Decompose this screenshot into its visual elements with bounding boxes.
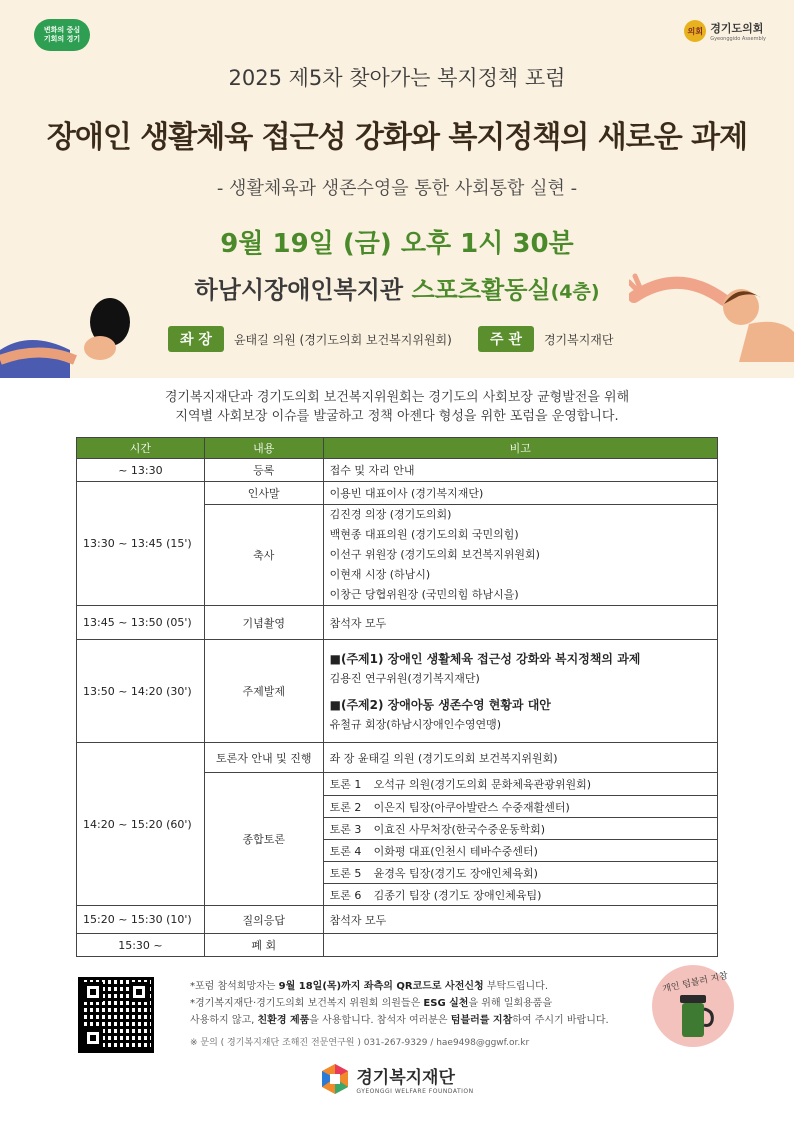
- discussant-name: 이화평 대표(인천시 테바수중센터): [373, 844, 538, 858]
- table-header-row: [77, 438, 718, 459]
- intro-line-2: 지역별 사회보장 이슈를 발굴하고 정책 아젠다 형성을 위한 포럼을 운영합니다.: [175, 409, 619, 424]
- note-cell: [323, 796, 717, 818]
- congrats-speaker: 백현종 대표의원 (경기도의회 국민의힘): [329, 528, 519, 541]
- content-cell: 인사말: [204, 482, 323, 505]
- hero-banner: [0, 0, 794, 378]
- discussant-number: 토론 2: [329, 800, 362, 814]
- time-cell: 13:30 ~ 13:45 (15'): [77, 482, 205, 606]
- venue-floor: (4층): [550, 281, 600, 303]
- discussant-number: 토론 4: [329, 844, 362, 858]
- notes-block: [190, 978, 650, 1052]
- discussant-number: 토론 3: [329, 822, 362, 836]
- time-cell: 13:50 ~ 14:20 (30'): [77, 640, 205, 743]
- note-cell: [323, 862, 717, 884]
- congrats-speaker: 이선구 위원장 (경기도의회 보건복지위원회): [329, 548, 540, 561]
- note-cell: 접수 및 자리 안내: [323, 459, 717, 482]
- table-row: [77, 459, 718, 482]
- topic-2: ■(주제2) 장애아동 생존수영 현황과 대안: [329, 698, 551, 712]
- content-cell: 축사: [204, 505, 323, 606]
- time-cell: 15:20 ~ 15:30 (10'): [77, 906, 205, 934]
- note-cell: 좌 장 윤태길 의원 (경기도의회 보건복지위원회): [323, 743, 717, 773]
- content-cell: 질의응답: [204, 906, 323, 934]
- discussant-number: 토론 1: [329, 778, 362, 791]
- assembly-logo: [684, 20, 766, 42]
- note-cell: [323, 840, 717, 862]
- discussant-number: 토론 6: [329, 888, 362, 902]
- tumbler-label: 개인 텀블러 지참: [661, 971, 729, 995]
- table-row: [77, 606, 718, 640]
- assembly-name: 경기도의회: [710, 22, 764, 35]
- discussant-name: 윤경옥 팀장(경기도 장애인체육회): [373, 866, 538, 880]
- intro-text: [0, 388, 794, 426]
- discussant-name: 김종기 팀장 (경기도 장애인체육팀): [373, 888, 542, 902]
- note-cell: [323, 640, 717, 743]
- forum-series-title: 2025 제5차 찾아가는 복지정책 포럼: [228, 66, 566, 90]
- content-cell: 종합토론: [204, 773, 323, 906]
- host-row: [478, 326, 614, 352]
- sub-theme: - 생활체육과 생존수영을 통한 사회통합 실현 -: [216, 178, 578, 199]
- presenter-1: 김용진 연구위원(경기복지재단): [329, 672, 480, 685]
- note-cell: [323, 773, 717, 796]
- badge-line-1: 변화의 중심: [43, 26, 81, 34]
- topic-1: ■(주제1) 장애인 생활체육 접근성 강화와 복지정책의 과제: [329, 652, 641, 666]
- content-cell: 폐 회: [204, 934, 323, 957]
- discussant-number: 토론 5: [329, 866, 362, 880]
- venue-room: 스포츠활동실: [411, 276, 551, 304]
- chair-label: 좌 장: [168, 326, 224, 352]
- badge-line-2: 기회의 경기: [43, 35, 81, 43]
- chair-row: [168, 326, 452, 352]
- gyeonggi-slogan-badge: [34, 19, 90, 51]
- intro-line-1: 경기복지재단과 경기도의회 보건복지위원회는 경기도의 사회보장 균형발전을 위해: [164, 390, 630, 405]
- table-row: [77, 482, 718, 505]
- registration-qr-code[interactable]: [78, 977, 154, 1053]
- assembly-seal-icon: 의회: [684, 20, 706, 42]
- schedule-table: [76, 437, 718, 957]
- venue-name: 하남시장애인복지관: [194, 276, 412, 304]
- assembly-name-english: Gyeonggido Assembly: [710, 36, 766, 42]
- discussant-name: 이효진 사무처장(한국수중운동학회): [373, 822, 546, 836]
- content-cell: 토론자 안내 및 진행: [204, 743, 323, 773]
- host-label: 주 관: [478, 326, 534, 352]
- page-title: 장애인 생활체육 접근성 강화와 복지정책의 새로운 과제: [46, 120, 748, 155]
- content-cell: 기념촬영: [204, 606, 323, 640]
- note-cell: 참석자 모두: [323, 906, 717, 934]
- congrats-speaker: 김진경 의장 (경기도의회): [329, 508, 452, 521]
- table-row: [77, 640, 718, 743]
- note-cell: [323, 934, 717, 957]
- congrats-speaker: 이현재 시장 (하남시): [329, 568, 431, 581]
- content-cell: 주제발제: [204, 640, 323, 743]
- note-cell: 이용빈 대표이사 (경기복지재단): [323, 482, 717, 505]
- note-cell: [323, 818, 717, 840]
- congrats-speaker: 이창근 당협위원장 (국민의힘 하남시을): [329, 588, 519, 601]
- time-cell: 15:30 ~: [77, 934, 205, 957]
- note-registration: *포럼 참석희망자는 9월 18일(목)까지 좌측의 QR코드로 사전신청 부탁드립니다.: [190, 981, 549, 992]
- discussant-name: 오석규 의원(경기도의회 문화체육관광위원회): [373, 778, 592, 791]
- note-cell: 참석자 모두: [323, 606, 717, 640]
- presenter-2: 유철규 회장(하남시장애인수영연맹): [329, 718, 502, 731]
- foundation-mark-icon: [320, 1063, 350, 1095]
- host-text: 경기복지재단: [543, 332, 614, 347]
- foundation-name-english: GYEONGGI WELFARE FOUNDATION: [356, 1088, 474, 1095]
- event-date: 9월 19일 (금) 오후 1시 30분: [220, 229, 574, 259]
- note-cell: [323, 884, 717, 906]
- foundation-name: 경기복지재단: [356, 1068, 455, 1088]
- header-time: 시간: [77, 438, 205, 459]
- content-cell: 등록: [204, 459, 323, 482]
- discussant-name: 이은지 팀장(아쿠아발란스 수중재활센터): [373, 800, 570, 814]
- time-cell: 13:45 ~ 13:50 (05'): [77, 606, 205, 640]
- note-esg: *경기복지재단·경기도의회 보건복지 위원회 의원들은 ESG 실천을 위해 일회용품을: [190, 998, 553, 1009]
- time-cell: 14:20 ~ 15:20 (60'): [77, 743, 205, 906]
- table-row: [77, 906, 718, 934]
- table-row: [77, 743, 718, 773]
- time-cell: ~ 13:30: [77, 459, 205, 482]
- note-cell: [323, 505, 717, 606]
- event-venue: [0, 270, 794, 305]
- header-content: 내용: [204, 438, 323, 459]
- table-row: [77, 934, 718, 957]
- note-tumbler: 사용하지 않고, 친환경 제품을 사용합니다. 참석자 여러분은 텀블러를 지참하여 주시기 바랍니다.: [190, 1015, 609, 1026]
- chair-text: 윤태길 의원 (경기도의회 보건복지위원회): [233, 332, 452, 347]
- header-note: 비고: [323, 438, 717, 459]
- foundation-logo: [0, 1063, 794, 1095]
- contact-info: ※ 문의 ( 경기복지재단 조해진 전문연구원 ) 031-267-9329 / hae9498@ggwf.or.kr: [190, 1038, 530, 1048]
